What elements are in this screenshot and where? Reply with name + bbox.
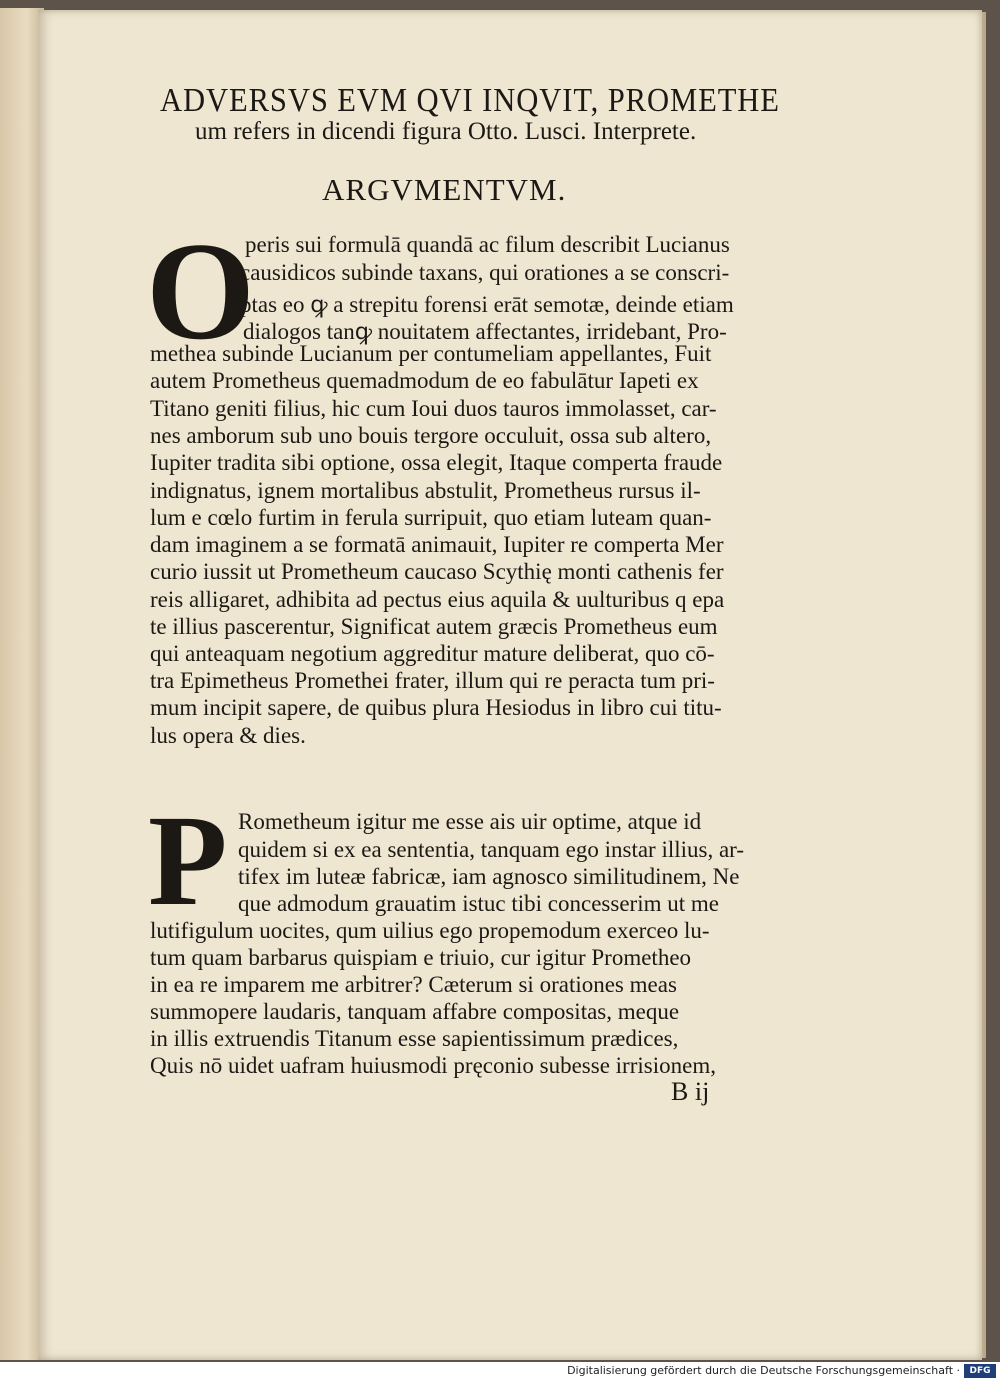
dropcap-o: O [146, 214, 255, 369]
body-line: summopere laudaris, tanquam affabre compositas, meque [150, 999, 680, 1024]
arg-line: Iupiter tradita sibi optione, ossa elegit, Itaque comperta fraude [150, 450, 723, 475]
funding-credit: Digitalisierung gefördert durch die Deutsche Forschungsgemeinschaft · [567, 1364, 960, 1377]
title-line-1: ADVERSVS EVM QVI INQVIT, PROMETHE [160, 82, 780, 119]
body-line: que admodum grauatim istuc tibi concesserim ut me [238, 891, 719, 916]
body-line: quidem si ex ea sententia, tanquam ego instar illius, ar- [238, 837, 745, 862]
arg-line: ptas eo ꝙ a strepitu forensi erāt semotæ, deinde etiam [240, 292, 734, 317]
arg-line: curio iussit ut Prometheum caucaso Scythię monti cathenis fer [150, 559, 724, 584]
signature-mark: B ij [671, 1077, 710, 1106]
body-line: Quis nō uidet uafram huiusmodi pręconio subesse irrisionem, [150, 1053, 716, 1078]
footer-bar [0, 1362, 1000, 1381]
arg-line: lus opera & dies. [150, 723, 306, 748]
arg-line: qui anteaquam negotium aggreditur mature deliberat, quo cō- [150, 641, 715, 666]
body-line: Rometheum igitur me esse ais uir optime, atque id [238, 809, 702, 834]
arg-line: methea subinde Lucianum per contumeliam appellantes, Fuit [150, 341, 712, 366]
arg-line: peris sui formulā quandā ac filum describit Lucianus [245, 232, 730, 257]
dropcap-p: P [148, 789, 228, 933]
body-line: in illis extruendis Titanum esse sapientissimum prædices, [150, 1026, 679, 1051]
arg-line: indignatus, ignem mortalibus abstulit, Prometheus rursus il- [150, 478, 701, 503]
body-line: tifex im luteæ fabricæ, iam agnosco similitudinem, Ne [238, 864, 740, 889]
arg-line: mum incipit sapere, de quibus plura Hesiodus in libro cui titu- [150, 695, 722, 720]
arg-line: dam imaginem a se formatā animauit, Iupiter re comperta Mer [150, 532, 724, 557]
arg-line: Titano geniti filius, hic cum Ioui duos tauros immolasset, car- [150, 396, 717, 421]
body-line: lutifigulum uocites, qum uilius ego propemodum exerceo lu- [150, 918, 710, 943]
arg-line: autem Prometheus quemadmodum de eo fabulātur Iapeti ex [150, 368, 699, 393]
arg-line: reis alligaret, adhibita ad pectus eius aquila & uulturibus q epa [150, 587, 725, 612]
body-line: in ea re imparem me arbitrer? Cæterum si orationes meas [150, 972, 677, 997]
arg-line: causidicos subinde taxans, qui orationes a se conscri- [240, 260, 730, 285]
arg-line: dialogos tanꝙ nouitatem affectantes, irridebant, Pro- [243, 319, 727, 344]
dfg-logo: DFG [964, 1364, 996, 1378]
arg-line: lum e cœlo furtim in ferula surripuit, quo etiam luteam quan- [150, 505, 712, 530]
arg-line: tra Epimetheus Promethei frater, illum qui re peracta tum pri- [150, 668, 715, 693]
title-line-2: um refers in dicendi figura Otto. Lusci. Interprete. [195, 118, 697, 145]
argumentum-heading: ARGVMENTVM. [322, 172, 567, 207]
arg-line: nes amborum sub uno bouis tergore occuluit, ossa sub altero, [150, 423, 712, 448]
arg-line: te illius pascerentur, Significat autem græcis Prometheus eum [150, 614, 718, 639]
body-line: tum quam barbarus quispiam e triuio, cur igitur Prometheo [150, 945, 692, 970]
